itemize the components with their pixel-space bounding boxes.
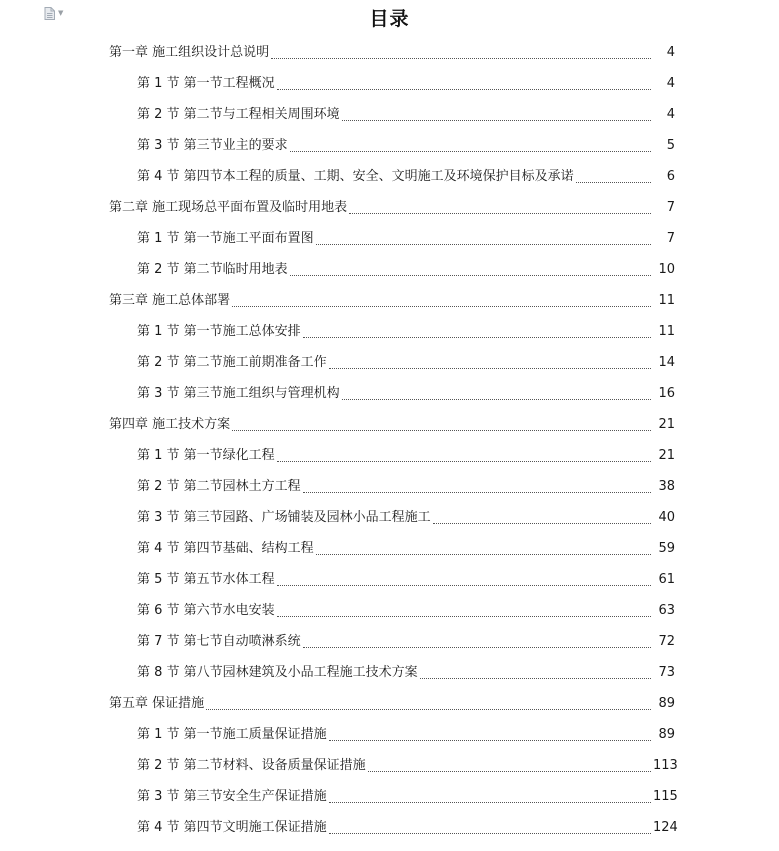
toc-section-entry[interactable] [0, 68, 779, 99]
toc-entry-label: 第 3 节 第三节园路、广场铺装及园林小品工程施工 [137, 510, 431, 525]
toc-page-number: 4 [666, 45, 675, 60]
dot-leader [277, 461, 651, 462]
dot-leader [329, 802, 651, 803]
dot-leader [277, 89, 651, 90]
toc-entry-label: 第三章 施工总体部署 [109, 293, 231, 308]
dot-leader [303, 647, 651, 648]
toc-section-entry[interactable] [0, 750, 779, 781]
dot-leader [232, 430, 651, 431]
toc-entry-label: 第 5 节 第五节水体工程 [137, 572, 275, 587]
dot-leader [342, 120, 651, 121]
toc-section-entry[interactable] [0, 533, 779, 564]
toc-page-number: 113 [653, 758, 678, 773]
dot-leader [576, 182, 651, 183]
toc-section-entry[interactable] [0, 595, 779, 626]
toc-page-number: 89 [658, 696, 675, 711]
toc-page-number: 124 [653, 820, 678, 835]
toc-page-number: 11 [658, 324, 675, 339]
chevron-down-icon: ▼ [58, 9, 64, 17]
toc-page-number: 10 [658, 262, 675, 277]
toc-page-number: 59 [658, 541, 675, 556]
toc-section-entry[interactable] [0, 781, 779, 812]
dot-leader [433, 523, 651, 524]
toc-page-number: 61 [658, 572, 675, 587]
toc-entry-label: 第 1 节 第一节绿化工程 [137, 448, 275, 463]
toc-entry-label: 第 6 节 第六节水电安装 [137, 603, 275, 618]
toc-entry-label: 第 2 节 第二节材料、设备质量保证措施 [137, 758, 366, 773]
toc-page-number: 73 [658, 665, 675, 680]
dot-leader [342, 399, 651, 400]
toc-section-entry[interactable] [0, 223, 779, 254]
dot-leader [277, 585, 651, 586]
dot-leader [329, 368, 651, 369]
toc-section-entry[interactable] [0, 378, 779, 409]
table-of-contents [0, 37, 779, 843]
dot-leader [290, 275, 651, 276]
toc-page-number: 40 [658, 510, 675, 525]
toc-entry-label: 第 2 节 第二节施工前期准备工作 [137, 355, 327, 370]
dot-leader [303, 337, 651, 338]
toc-section-entry[interactable] [0, 502, 779, 533]
dot-leader [316, 554, 651, 555]
toc-entry-label: 第 1 节 第一节施工平面布置图 [137, 231, 314, 246]
toc-page-number: 115 [653, 789, 678, 804]
dot-leader [271, 58, 651, 59]
dot-leader [206, 709, 651, 710]
dot-leader [420, 678, 651, 679]
toc-entry-label: 第 4 节 第四节文明施工保证措施 [137, 820, 327, 835]
toc-section-entry[interactable] [0, 254, 779, 285]
toc-page-number: 21 [658, 448, 675, 463]
dot-leader [303, 492, 651, 493]
toc-entry-label: 第 3 节 第三节施工组织与管理机构 [137, 386, 340, 401]
toc-entry-label: 第五章 保证措施 [109, 696, 205, 711]
dot-leader [368, 771, 651, 772]
toc-chapter-entry[interactable] [0, 409, 779, 440]
toc-section-entry[interactable] [0, 316, 779, 347]
toc-section-entry[interactable] [0, 564, 779, 595]
toc-page-number: 14 [658, 355, 675, 370]
dot-leader [290, 151, 651, 152]
toc-page-number: 11 [658, 293, 675, 308]
toc-section-entry[interactable] [0, 471, 779, 502]
toc-page-number: 63 [658, 603, 675, 618]
toc-chapter-entry[interactable] [0, 37, 779, 68]
toc-page-number: 4 [666, 107, 675, 122]
toc-page-number: 7 [666, 200, 675, 215]
toc-entry-label: 第 8 节 第八节园林建筑及小品工程施工技术方案 [137, 665, 418, 680]
toc-page-number: 72 [658, 634, 675, 649]
toc-entry-label: 第 1 节 第一节施工总体安排 [137, 324, 301, 339]
dot-leader [232, 306, 651, 307]
toc-entry-label: 第四章 施工技术方案 [109, 417, 231, 432]
page-title: 目录 [369, 8, 410, 30]
toc-entry-label: 第 2 节 第二节与工程相关周围环境 [137, 107, 340, 122]
toc-section-entry[interactable] [0, 626, 779, 657]
toc-entry-label: 第 3 节 第三节安全生产保证措施 [137, 789, 327, 804]
toc-page-number: 6 [666, 169, 675, 184]
dot-leader [349, 213, 651, 214]
toc-entry-label: 第 2 节 第二节园林土方工程 [137, 479, 301, 494]
toc-page-number: 4 [666, 76, 675, 91]
toc-entry-label: 第 4 节 第四节基础、结构工程 [137, 541, 314, 556]
dot-leader [329, 740, 651, 741]
toc-chapter-entry[interactable] [0, 192, 779, 223]
toc-section-entry[interactable] [0, 130, 779, 161]
toc-chapter-entry[interactable] [0, 688, 779, 719]
toc-entry-label: 第 4 节 第四节本工程的质量、工期、安全、文明施工及环境保护目标及承诺 [137, 169, 574, 184]
dot-leader [277, 616, 651, 617]
toc-section-entry[interactable] [0, 812, 779, 843]
dot-leader [316, 244, 651, 245]
toc-page-number: 89 [658, 727, 675, 742]
toc-entry-label: 第二章 施工现场总平面布置及临时用地表 [109, 200, 348, 215]
toc-page-number: 5 [666, 138, 675, 153]
toc-section-entry[interactable] [0, 347, 779, 378]
toc-section-entry[interactable] [0, 657, 779, 688]
toc-entry-label: 第 1 节 第一节工程概况 [137, 76, 275, 91]
toc-page-number: 38 [658, 479, 675, 494]
toc-section-entry[interactable] [0, 719, 779, 750]
toc-page-number: 21 [658, 417, 675, 432]
toc-entry-label: 第 2 节 第二节临时用地表 [137, 262, 288, 277]
toc-entry-label: 第一章 施工组织设计总说明 [109, 45, 270, 60]
toc-entry-label: 第 7 节 第七节自动喷淋系统 [137, 634, 301, 649]
toc-page-number: 16 [658, 386, 675, 401]
toc-entry-label: 第 3 节 第三节业主的要求 [137, 138, 288, 153]
toc-chapter-entry[interactable] [0, 285, 779, 316]
toc-entry-label: 第 1 节 第一节施工质量保证措施 [137, 727, 327, 742]
dot-leader [329, 833, 651, 834]
toc-section-entry[interactable] [0, 440, 779, 471]
toc-section-entry[interactable] [0, 99, 779, 130]
toc-section-entry[interactable] [0, 161, 779, 192]
toc-page-number: 7 [666, 231, 675, 246]
